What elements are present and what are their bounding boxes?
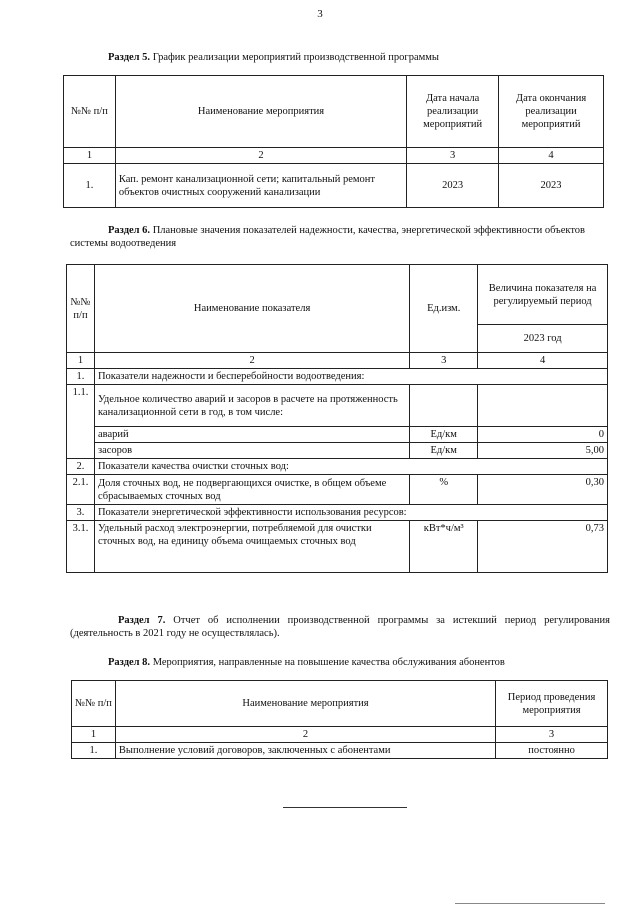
group-title: Показатели энергетической эффективности использования ресурсов: [94,505,607,521]
section6-table [66,264,608,573]
header-cell: №№ п/п [64,76,116,148]
measure-name: Выполнение условий договоров, заключенных с абонентами [115,743,495,759]
indicator-unit [410,385,478,427]
measure-period: постоянно [496,743,608,759]
table-row [67,427,608,443]
page-number: 3 [317,8,323,20]
column-number-row [67,353,608,369]
header-cell: Период проведения мероприятия [496,681,608,727]
column-number: 2 [115,148,406,164]
header-cell: Наименование мероприятия [115,681,495,727]
indicator-unit: % [410,475,478,505]
column-number: 4 [499,148,604,164]
section8-title: Мероприятия, направленные на повышение качества обслуживания абонентов [152,657,505,668]
indicator-unit: Ед/км [410,443,478,459]
column-number: 3 [407,148,499,164]
column-number: 2 [115,727,495,743]
header-cell: Наименование мероприятия [115,76,406,148]
row-number: 1. [72,743,116,759]
indicator-name: засоров [94,443,409,459]
section8-heading [108,656,505,669]
section7-paragraph [70,614,610,640]
section6-title: Плановые значения показателей надежности, качества, энергетической эффективности объектов системы водоотведения [70,225,585,249]
header-cell: Ед.изм. [410,265,478,353]
table-row [67,459,608,475]
column-number-row [72,727,608,743]
signature-line [283,807,407,808]
column-number-row [64,148,604,164]
header-cell: Дата окончания реализации мероприятий [499,76,604,148]
table-header-row [67,265,608,325]
table-row [67,505,608,521]
indicator-unit: кВт*ч/м³ [410,521,478,573]
column-number: 3 [410,353,478,369]
column-number: 1 [67,353,95,369]
indicator-value [478,385,608,427]
indicator-value: 0,73 [478,521,608,573]
indicator-value: 5,00 [478,443,608,459]
column-number: 2 [94,353,409,369]
start-date: 2023 [407,164,499,208]
section7-label: Раздел 7. [118,615,166,626]
row-number: 1. [67,369,95,385]
header-cell: Дата начала реализации мероприятий [407,76,499,148]
group-title: Показатели качества очистки сточных вод: [94,459,607,475]
header-cell: Наименование показателя [94,265,409,353]
indicator-value: 0,30 [478,475,608,505]
row-number: 2.1. [67,475,95,505]
section8-table [71,680,608,759]
table-header-row [72,681,608,727]
end-date: 2023 [499,164,604,208]
indicator-name: Удельное количество аварий и засоров в расчете на протяженность канализационной сети в год, в том числе: [94,385,409,427]
row-number: 3.1. [67,521,95,573]
table-row [67,385,608,427]
indicator-name: Доля сточных вод, не подвергающихся очистке, в общем объеме сбрасываемых сточных вод [94,475,409,505]
header-cell: №№ п/п [67,265,95,353]
section5-label: Раздел 5. [108,52,151,63]
section7-text: Отчет об исполнении производственной программы за истекший период регулирования (деятельность в 2021 году не осуществлялась). [70,615,611,639]
footer-line [455,903,605,904]
column-number: 3 [496,727,608,743]
indicator-unit: Ед/км [410,427,478,443]
row-number: 3. [67,505,95,521]
table-row [67,369,608,385]
indicator-value: 0 [478,427,608,443]
column-number: 4 [478,353,608,369]
section6-heading [70,224,610,250]
row-number: 1.1. [67,385,95,459]
header-year: 2023 год [478,325,608,353]
table-row [67,475,608,505]
column-number: 1 [72,727,116,743]
table-row [67,521,608,573]
section5-title: График реализации мероприятий производственной программы [152,52,439,63]
section8-label: Раздел 8. [108,657,151,668]
row-number: 2. [67,459,95,475]
group-title: Показатели надежности и бесперебойности водоотведения: [94,369,607,385]
section5-table [63,75,604,208]
table-row [64,164,604,208]
column-number: 1 [64,148,116,164]
row-number: 1. [64,164,116,208]
section6-label: Раздел 6. [108,225,151,236]
header-cell: Величина показателя на регулируемый период [478,265,608,325]
table-row [67,443,608,459]
table-row [72,743,608,759]
indicator-name: аварий [94,427,409,443]
indicator-name: Удельный расход электроэнергии, потребляемой для очистки сточных вод, на единицу объема очищаемых сточных вод [94,521,409,573]
header-cell: №№ п/п [72,681,116,727]
table-header-row [64,76,604,148]
measure-name: Кап. ремонт канализационной сети; капитальный ремонт объектов очистных сооружений канализации [115,164,406,208]
section5-heading [108,51,439,64]
